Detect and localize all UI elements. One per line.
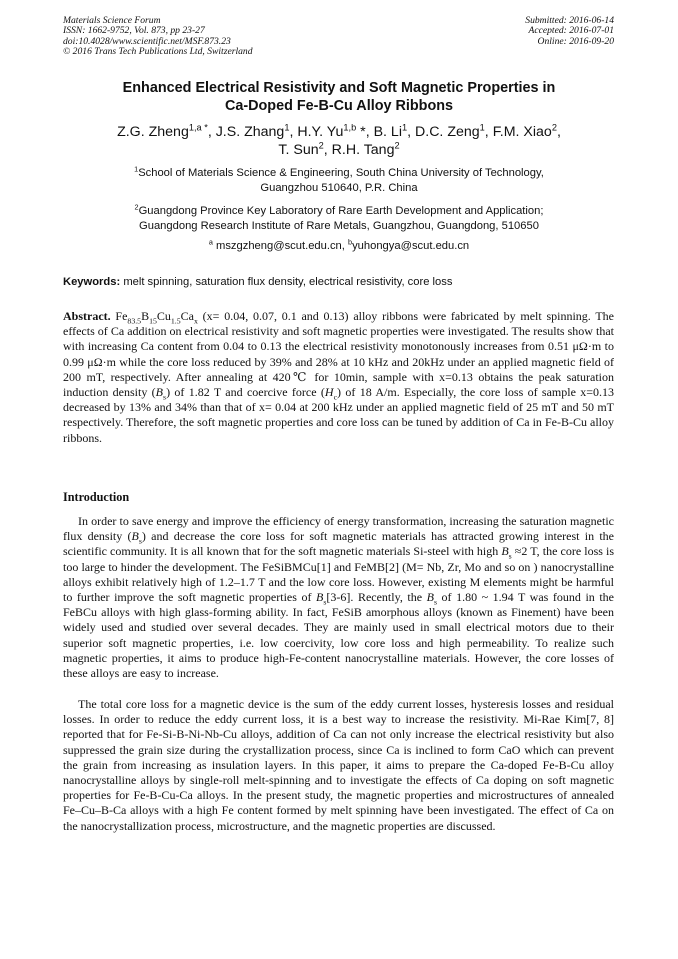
paper-title xyxy=(63,79,615,115)
abstract-text-3: ) of 18 A/m. Especially, the core loss of sample x=0.13 decreased by 13% and 34% than that of x= 0.04 at 200 kHz under an applied magnetic field of 25 mT and 50 mT respectively. Therefore, the soft magnetic properties and core loss can be tuned by addition of Ca in Fe-B-Cu alloy ribbons. xyxy=(63,385,614,445)
online-date: Online: 2016-09-20 xyxy=(537,35,614,47)
author-name: B. Li xyxy=(373,124,402,140)
affiliation-2-line-2: Guangdong Research Institute of Rare Metals, Guangzhou, Guangdong, 510650 xyxy=(139,220,539,232)
author-name: D.C. Zeng xyxy=(415,124,480,140)
section-heading-introduction: Introduction xyxy=(63,490,130,504)
email-mark: a xyxy=(208,237,213,247)
author-name: Z.G. Zheng xyxy=(117,124,189,140)
author-affil-mark: 1 xyxy=(479,122,485,133)
abstract xyxy=(63,309,614,446)
author-name: R.H. Tang xyxy=(331,142,395,158)
author-affil-mark: 1 xyxy=(401,122,408,133)
author-line-2: T. Sun$^2$, R.H. Tang$^2$ xyxy=(278,140,400,158)
author-name: J.S. Zhang xyxy=(215,124,285,140)
author-affil-mark: 1,b xyxy=(343,122,357,133)
title-line-2: Ca-Doped Fe-B-Cu Alloy Ribbons xyxy=(224,98,454,114)
keywords-text: melt spinning, saturation flux density, electrical resistivity, core loss xyxy=(123,276,453,288)
contact-emails: $^a$ mszgzheng@scut.edu.cn, $^b$yuhongya@scut.edu.cn xyxy=(208,237,470,252)
email-link-a[interactable]: mszgzheng@scut.edu.cn xyxy=(216,240,342,252)
author-name: F.M. Xiao xyxy=(492,124,552,140)
journal-copyright: © 2016 Trans Tech Publications Ltd, Switzerland xyxy=(63,46,253,58)
journal-name: Materials Science Forum xyxy=(63,15,161,26)
affiliation-mark: 1 xyxy=(134,164,139,174)
author-affil-mark: 1,a * xyxy=(188,122,208,133)
email-mark: b xyxy=(348,237,353,247)
affiliation-text: Guangdong Province Key Laboratory of Rare Earth Development and Application; xyxy=(138,205,544,217)
author-line-1: Z.G. Zheng$^{1,a *}$, J.S. Zhang$^1$, H.Y. Yu$^{1,b}$ *, B. Li$^1$, D.C. Zeng$^1$, F.M. Xiao$^2$, xyxy=(117,122,561,140)
author-name: T. Sun xyxy=(278,142,319,158)
dates-header xyxy=(354,16,614,47)
author-affil-mark: 2 xyxy=(318,140,324,151)
affiliation-1 xyxy=(63,166,615,196)
affiliation-text: School of Materials Science & Engineering, South China University of Technology, xyxy=(138,167,544,179)
keywords-label: Keywords: xyxy=(63,276,121,288)
accepted-date: Accepted: 2016-07-01 xyxy=(528,25,614,37)
abstract-paragraph: Abstract. $Fe_{83.5}B_{15}Cu_{1.5}Ca_x$ (x= 0.04, 0.07, 0.1 and 0.13) alloy ribbons were fabricated by melt spinning. The effects of Ca addition on electrical resistivity and soft magnetic properties were investigated. The results show that with increasing Ca content from 0.04 to 0.13 the electrical resistivity monotonously increases from 0.51 μΩ·m to 0.99 μΩ·m while the core loss reduced by 39% and 28% at 10 kHz and 20kHz under an applied magnetic field of 200 mT, respectively. After annealing at 420℃ for 10min, sample with x=0.13 obtains the peak saturation induction density $(B_s)$ of 1.82 T and coercive force $(H_c)$ of 18 A/m. Especially, the core loss of sample x=0.13 decreased by 13% and 34% than that of x= 0.04 at 200 kHz under an applied magnetic field of 25 mT and 50 mT respectively. Therefore, the soft magnetic properties and core loss can be tuned by addition of Ca in Fe-B-Cu alloy ribbons. xyxy=(63,309,615,445)
abstract-text-2: ) of 1.82 T and coercive force ( xyxy=(166,385,325,400)
journal-doi[interactable]: doi:10.4028/www.scientific.net/MSF.873.23 xyxy=(63,35,231,47)
formula: $Fe_{83.5}B_{15}Cu_{1.5}Ca_x$ xyxy=(115,309,198,326)
author-list xyxy=(63,123,615,159)
affiliation-mark: 2 xyxy=(134,202,139,212)
author-affil-mark: 2 xyxy=(394,140,400,151)
submitted-date: Submitted: 2016-06-14 xyxy=(525,15,614,26)
author-affil-mark: 2 xyxy=(551,122,557,133)
journal-issn: ISSN: 1662-9752, Vol. 873, pp 23-27 xyxy=(63,25,205,37)
intro-paragraph-1: In order to save energy and improve the efficiency of energy transformation, increasing the saturation magnetic flux density $(B_s)$ and decrease the core loss for soft magnetic materials has attracted growing interest in the scientific community. It is all known that for the soft magnetic materials Si-steel with high $B_s \approx 2$ T, the core loss is too large to hinder the development. The FeSiBMCu[1] and FeMB[2] (M= Nb, Zr, Mo and so on ) nanocrystalline alloys exhibit relatively high of 1.2–1.7 T and the low core loss. However, existing M elements might be harmful to further improve the soft magnetic properties of $B_s[3-6]$. Recently, the $B_s$ of 1.80 ~ 1.94 T was found in the FeBCu alloys with high glass-forming ability. In fact, FeSiB amorphous alloys (known as Finement) have been widely used and studied over several decades. They are mainly used in small electrical motors due to their superior soft magnetic properties, i.e. low coercivity, low core loss and high permeability. To realize such magnetic properties, it aims to produce high-Fe-content nanocrystalline materials. However, the core losses of these alloys are easy to increase. xyxy=(63,514,614,681)
journal-header xyxy=(63,16,363,58)
email-link-b[interactable]: yuhongya@scut.edu.cn xyxy=(352,240,470,252)
affiliation-1-line-1 xyxy=(63,166,615,181)
abstract-label: Abstract. xyxy=(63,309,111,323)
symbol-bs: B xyxy=(155,385,164,400)
affiliation-2-line-1 xyxy=(63,204,615,219)
author-affil-mark: 1 xyxy=(284,122,290,133)
intro-paragraph-2: The total core loss for a magnetic device is the sum of the eddy current losses, hysteresis losses and residual losses. In order to reduce the eddy current loss, it is a best way to increase the resistivity. Mi-Rae Kim[7, 8] reported that for Fe-Si-B-Ni-Nb-Cu alloys, addition of Ca can not only increase the electrical resistivity but also suppressed the grain size during the crystallization process, since Ca is inclined to form CaO which can prevent the grain from increasing as insulation layers. In this paper, it aims to prepare the Ca-doped Fe-B-Cu alloy nanocrystalline alloys by single-roll melt-spinning and to investigate the effects of Ca doping on soft magnetic properties for Fe-B-Cu-Ca alloys. In the present study, the magnetic properties and microstructures of annealed Fe–Cu–B-Ca alloys with a high Fe content formed by melt spinning have been investigated. The effect of Ca on the nanocrystallization process, microstructure, and the magnetic properties are discussed. xyxy=(63,697,614,833)
corresponding-mark: * xyxy=(356,124,366,140)
author-name: H.Y. Yu xyxy=(297,124,344,140)
affiliation-1-line-2: Guangzhou 510640, P.R. China xyxy=(260,182,418,194)
affiliation-2 xyxy=(63,204,615,234)
title-line-1: Enhanced Electrical Resistivity and Soft Magnetic Properties in xyxy=(122,80,556,96)
symbol-hc: H xyxy=(324,385,334,400)
keywords xyxy=(63,275,615,289)
abstract-text-1: (x= 0.04, 0.07, 0.1 and 0.13) alloy ribbons were fabricated by melt spinning. The effects of Ca addition on electrical resistivity and soft magnetic properties were investigated. The results show that with increasing Ca content from 0.04 to 0.13 the electrical resistivity monotonously increases from 0.51 μΩ·m to 0.99 μΩ·m while the core loss reduced by 39% and 28% at 10 kHz and 20kHz under an applied magnetic field of 200 mT, respectively. After annealing at 420℃ for 10min, sample with x=0.13 obtains the peak saturation induction density ( xyxy=(63,309,615,400)
